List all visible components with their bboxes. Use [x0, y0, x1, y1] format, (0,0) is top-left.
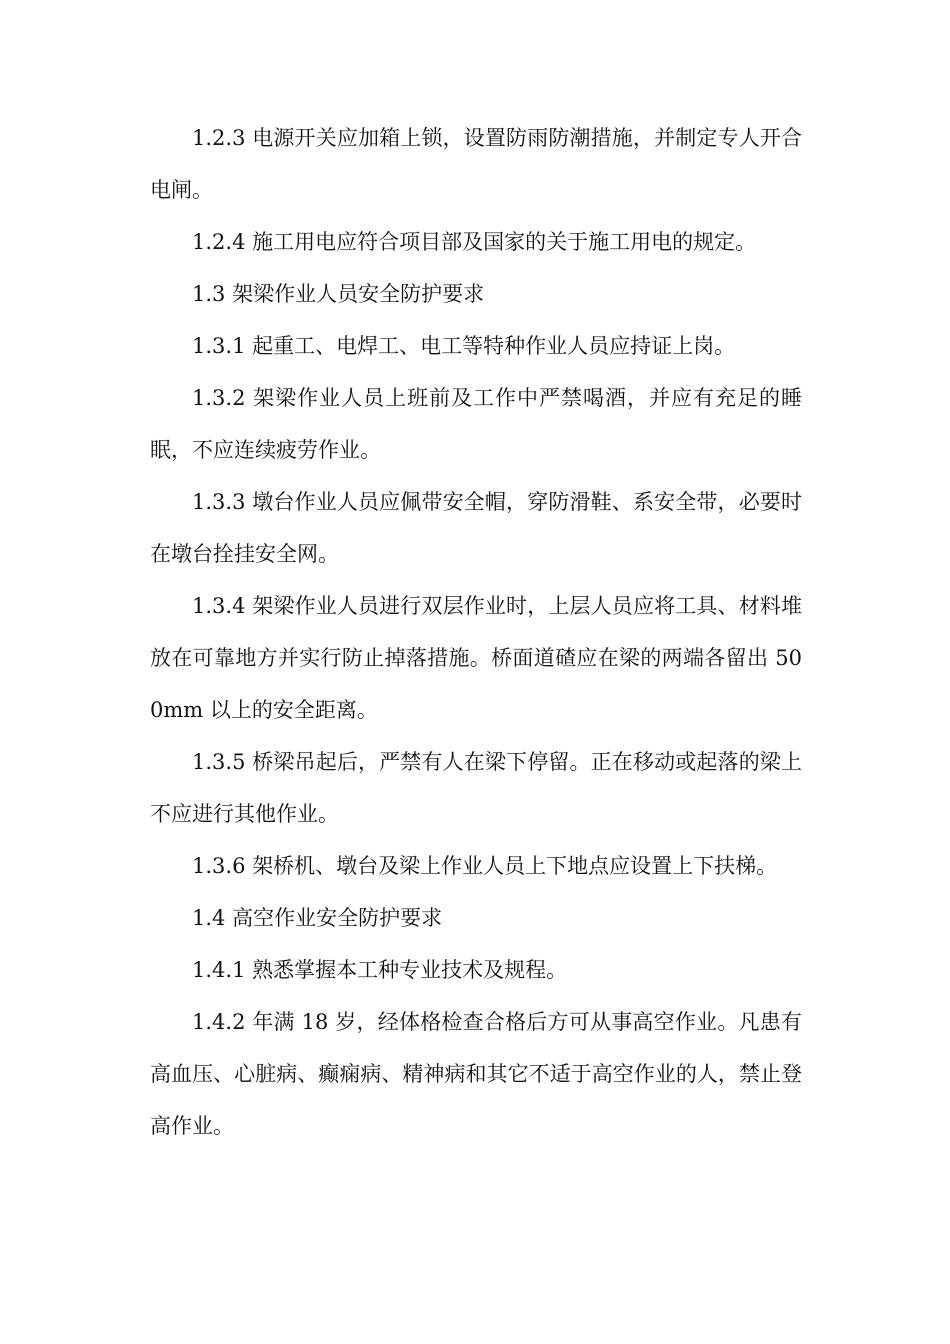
- paragraph-1-3-3: 1.3.3 墩台作业人员应佩带安全帽，穿防滑鞋、系安全带，必要时在墩台拴挂安全网。: [150, 490, 802, 566]
- paragraph-1-3-4: 1.3.4 架梁作业人员进行双层作业时，上层人员应将工具、材料堆放在可靠地方并实行防止掉落措施。桥面道碴应在梁的两端各留出 500mm 以上的安全距离。: [150, 594, 802, 722]
- paragraph-1-3-5: 1.3.5 桥梁吊起后，严禁有人在梁下停留。正在移动或起落的梁上不应进行其他作业。: [150, 750, 802, 826]
- section-heading-1-4: 1.4 高空作业安全防护要求: [192, 906, 443, 930]
- paragraph-1-4-1: 1.4.1 熟悉掌握本工种专业技术及规程。: [192, 958, 568, 982]
- paragraph-1-3-2: 1.3.2 架梁作业人员上班前及工作中严禁喝酒，并应有充足的睡眠，不应连续疲劳作业。: [150, 386, 802, 462]
- section-heading-1-3: 1.3 架梁作业人员安全防护要求: [192, 282, 485, 306]
- paragraph-1-2-4: 1.2.4 施工用电应符合项目部及国家的关于施工用电的规定。: [192, 230, 757, 254]
- document-body: [150, 112, 802, 1152]
- paragraph-1-4-2: 1.4.2 年满 18 岁，经体格检查合格后方可从事高空作业。凡患有高血压、心脏病、癫痫病、精神病和其它不适于高空作业的人，禁止登高作业。: [150, 1010, 802, 1138]
- paragraph-1-3-6: 1.3.6 架桥机、墩台及梁上作业人员上下地点应设置上下扶梯。: [192, 854, 778, 878]
- paragraph-1-2-3: 1.2.3 电源开关应加箱上锁，设置防雨防潮措施，并制定专人开合电闸。: [150, 126, 802, 202]
- paragraph-1-3-1: 1.3.1 起重工、电焊工、电工等特种作业人员应持证上岗。: [192, 334, 736, 358]
